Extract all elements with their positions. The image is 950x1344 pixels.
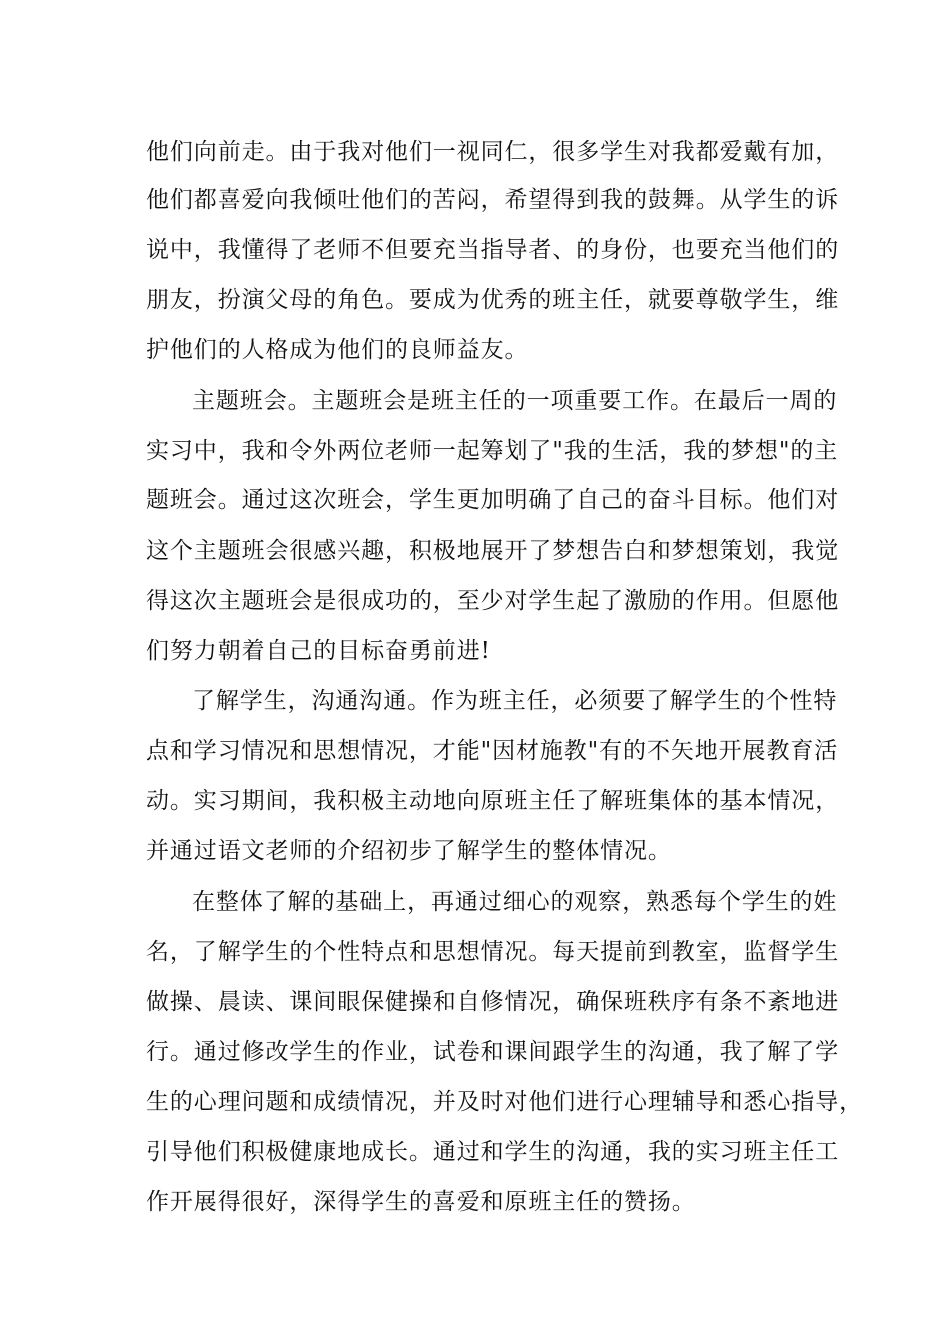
paragraph-first-line: 了解学生，沟通沟通。作为班主任，必须要了解学生的个性特 bbox=[192, 688, 838, 714]
text-line: 他们向前走。由于我对他们一视同仁，很多学生对我都爱戴有加， bbox=[146, 139, 840, 165]
paragraph-first-line: 在整体了解的基础上，再通过细心的观察，熟悉每个学生的姓 bbox=[192, 889, 838, 915]
text-line: 名，了解学生的个性特点和思想情况。每天提前到教室，监督学生 bbox=[146, 939, 840, 965]
text-line: 护他们的人格成为他们的良师益友。 bbox=[146, 337, 529, 363]
text-line: 这个主题班会很感兴趣，积极地展开了梦想告白和梦想策划，我觉 bbox=[146, 538, 840, 564]
text-line: 并通过语文老师的介绍初步了解学生的整体情况。 bbox=[146, 838, 672, 864]
text-line: 他们都喜爱向我倾吐他们的苦闷，希望得到我的鼓舞。从学生的诉 bbox=[146, 187, 840, 213]
text-line: 得这次主题班会是很成功的，至少对学生起了激励的作用。但愿他 bbox=[146, 588, 840, 614]
text-line: 动。实习期间，我积极主动地向原班主任了解班集体的基本情况， bbox=[146, 788, 840, 814]
text-line: 点和学习情况和思想情况，才能"因材施教"有的不矢地开展教育活 bbox=[146, 738, 839, 764]
text-line: 作开展得很好，深得学生的喜爱和原班主任的赞扬。 bbox=[146, 1189, 696, 1215]
text-line: 朋友，扮演父母的角色。要成为优秀的班主任，就要尊敬学生，维 bbox=[146, 287, 840, 313]
text-line: 题班会。通过这次班会，学生更加明确了自己的奋斗目标。他们对 bbox=[146, 487, 840, 513]
text-line: 们努力朝着自己的目标奋勇前进! bbox=[146, 638, 491, 664]
text-line: 行。通过修改学生的作业，试卷和课间跟学生的沟通，我了解了学 bbox=[146, 1039, 840, 1065]
text-line: 做操、晨读、课间眼保健操和自修情况，确保班秩序有条不紊地进 bbox=[146, 989, 840, 1015]
paragraph-first-line: 主题班会。主题班会是班主任的一项重要工作。在最后一周的 bbox=[192, 388, 838, 414]
text-line: 引导他们积极健康地成长。通过和学生的沟通，我的实习班主任工 bbox=[146, 1139, 840, 1165]
text-line: 实习中，我和令外两位老师一起筹划了"我的生活，我的梦想"的主 bbox=[146, 438, 839, 464]
text-line: 生的心理问题和成绩情况，并及时对他们进行心理辅导和悉心指导， bbox=[146, 1089, 863, 1115]
text-line: 说中，我懂得了老师不但要充当指导者、的身份，也要充当他们的 bbox=[146, 237, 840, 263]
